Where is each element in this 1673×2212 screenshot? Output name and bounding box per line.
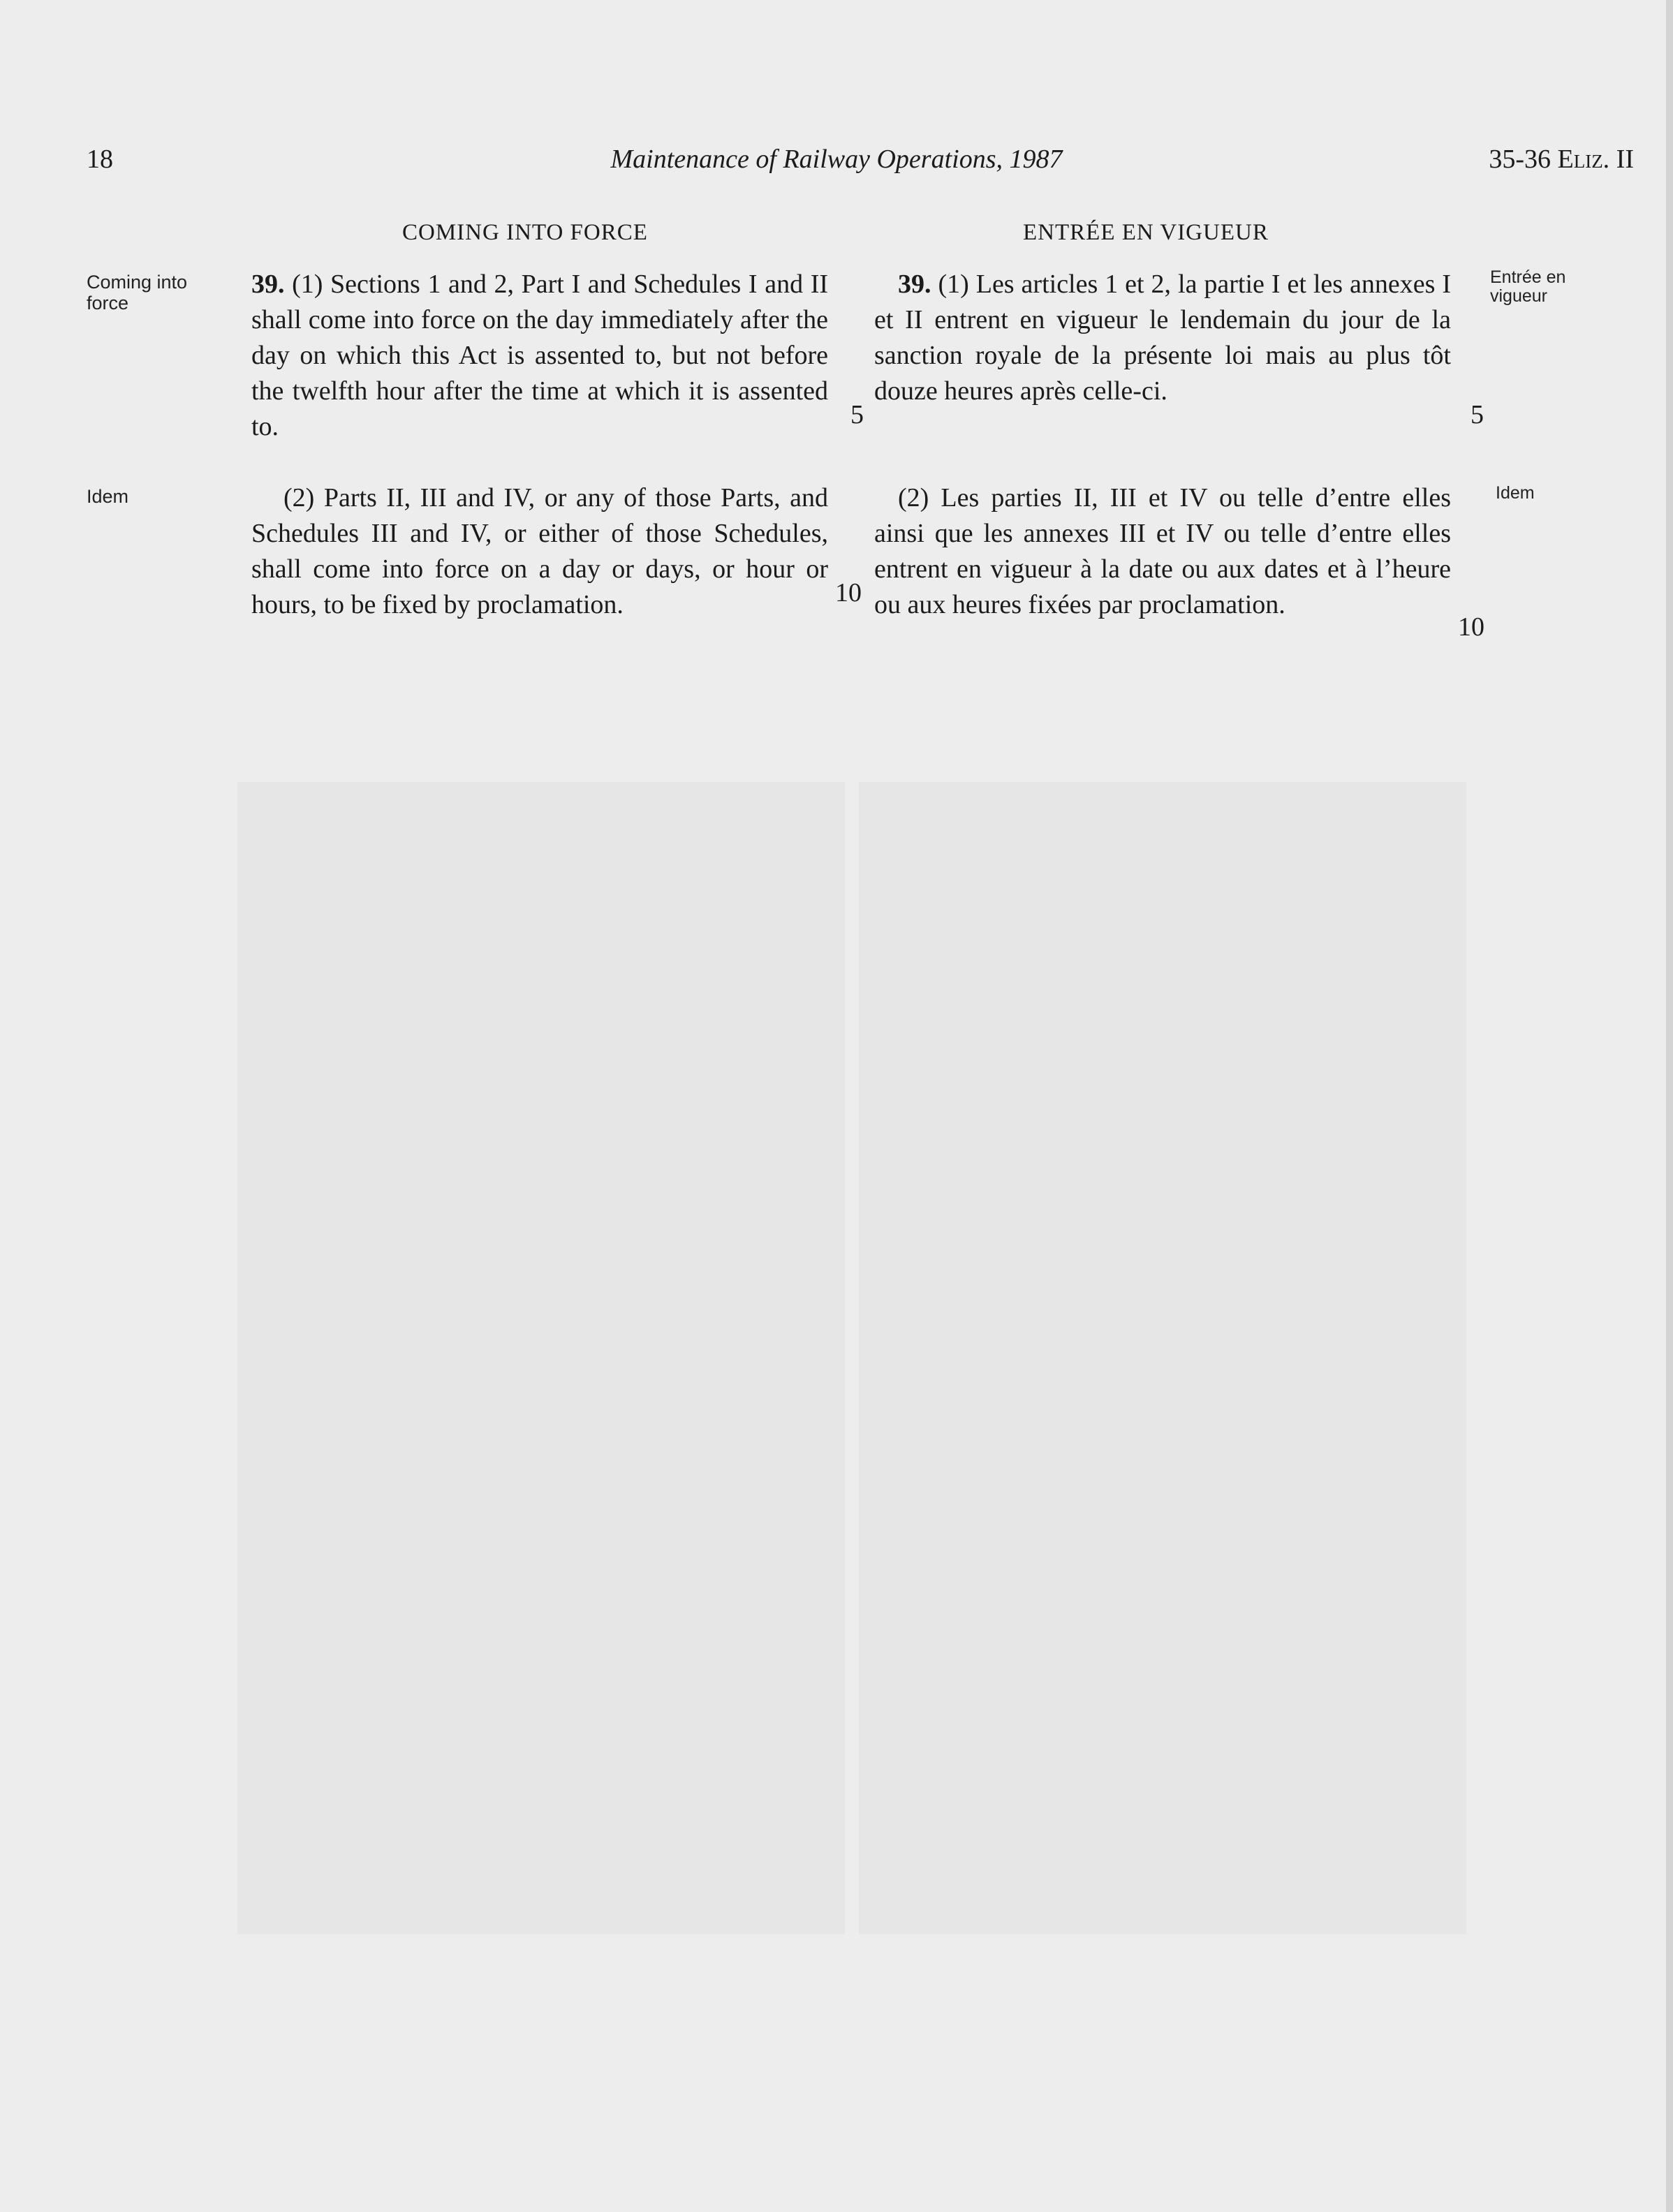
show-through-right	[859, 782, 1466, 1934]
margin-note-coming-into-force: Coming into force	[87, 272, 188, 314]
heading-english: COMING INTO FORCE	[402, 220, 648, 245]
french-section-39-1	[874, 267, 1451, 409]
margin-note-entree-en-vigueur: Entrée en vigueur	[1490, 267, 1566, 306]
section-number-en: 39.	[251, 270, 285, 299]
page-edge	[1666, 0, 1673, 2212]
page-number: 18	[87, 145, 113, 174]
section-39-1-text-en: (1) Sections 1 and 2, Part I and Schedules I and II shall come into force on the day immediately after the day on which this Act is assented to, but not before the twelfth hour after the time at which it is assented to.	[251, 270, 828, 441]
heading-french: ENTRÉE EN VIGUEUR	[1023, 220, 1269, 245]
margin-note-idem-en: Idem	[87, 486, 129, 507]
section-number-fr: 39.	[898, 270, 931, 299]
line-number-10-right: 10	[1458, 612, 1484, 642]
english-section-39-1	[251, 267, 828, 445]
section-39-2-text-en: (2) Parts II, III and IV, or any of those Parts, and Schedules III and IV, or either of those Schedules, shall come into force on a day or days, or hour or hours, to be fixed by proclamation.	[251, 483, 828, 619]
line-number-5-center: 5	[850, 400, 864, 429]
section-39-2-text-fr: (2) Les parties II, III et IV ou telle d’entre elles ainsi que les annexes III et IV ou telle d’entre elles entrent en vigueur à la date ou aux dates et à l’heure ou aux heures fixées par proclamation.	[874, 483, 1451, 619]
line-number-10-center: 10	[835, 578, 862, 607]
running-title: Maintenance of Railway Operations, 1987	[610, 145, 1063, 174]
english-section-39-2	[251, 480, 828, 623]
line-number-5-right: 5	[1471, 400, 1484, 429]
regnal-year: 35-36 Eliz. II	[1489, 145, 1634, 174]
french-section-39-2	[874, 480, 1451, 623]
section-39-1-text-fr: (1) Les articles 1 et 2, la partie I et les annexes I et II entrent en vigueur le lendemain du jour de la sanction royale de la présente loi mais au plus tôt douze heures après celle-ci.	[874, 270, 1452, 406]
margin-note-idem-fr: Idem	[1496, 483, 1535, 503]
show-through-left	[237, 782, 845, 1934]
